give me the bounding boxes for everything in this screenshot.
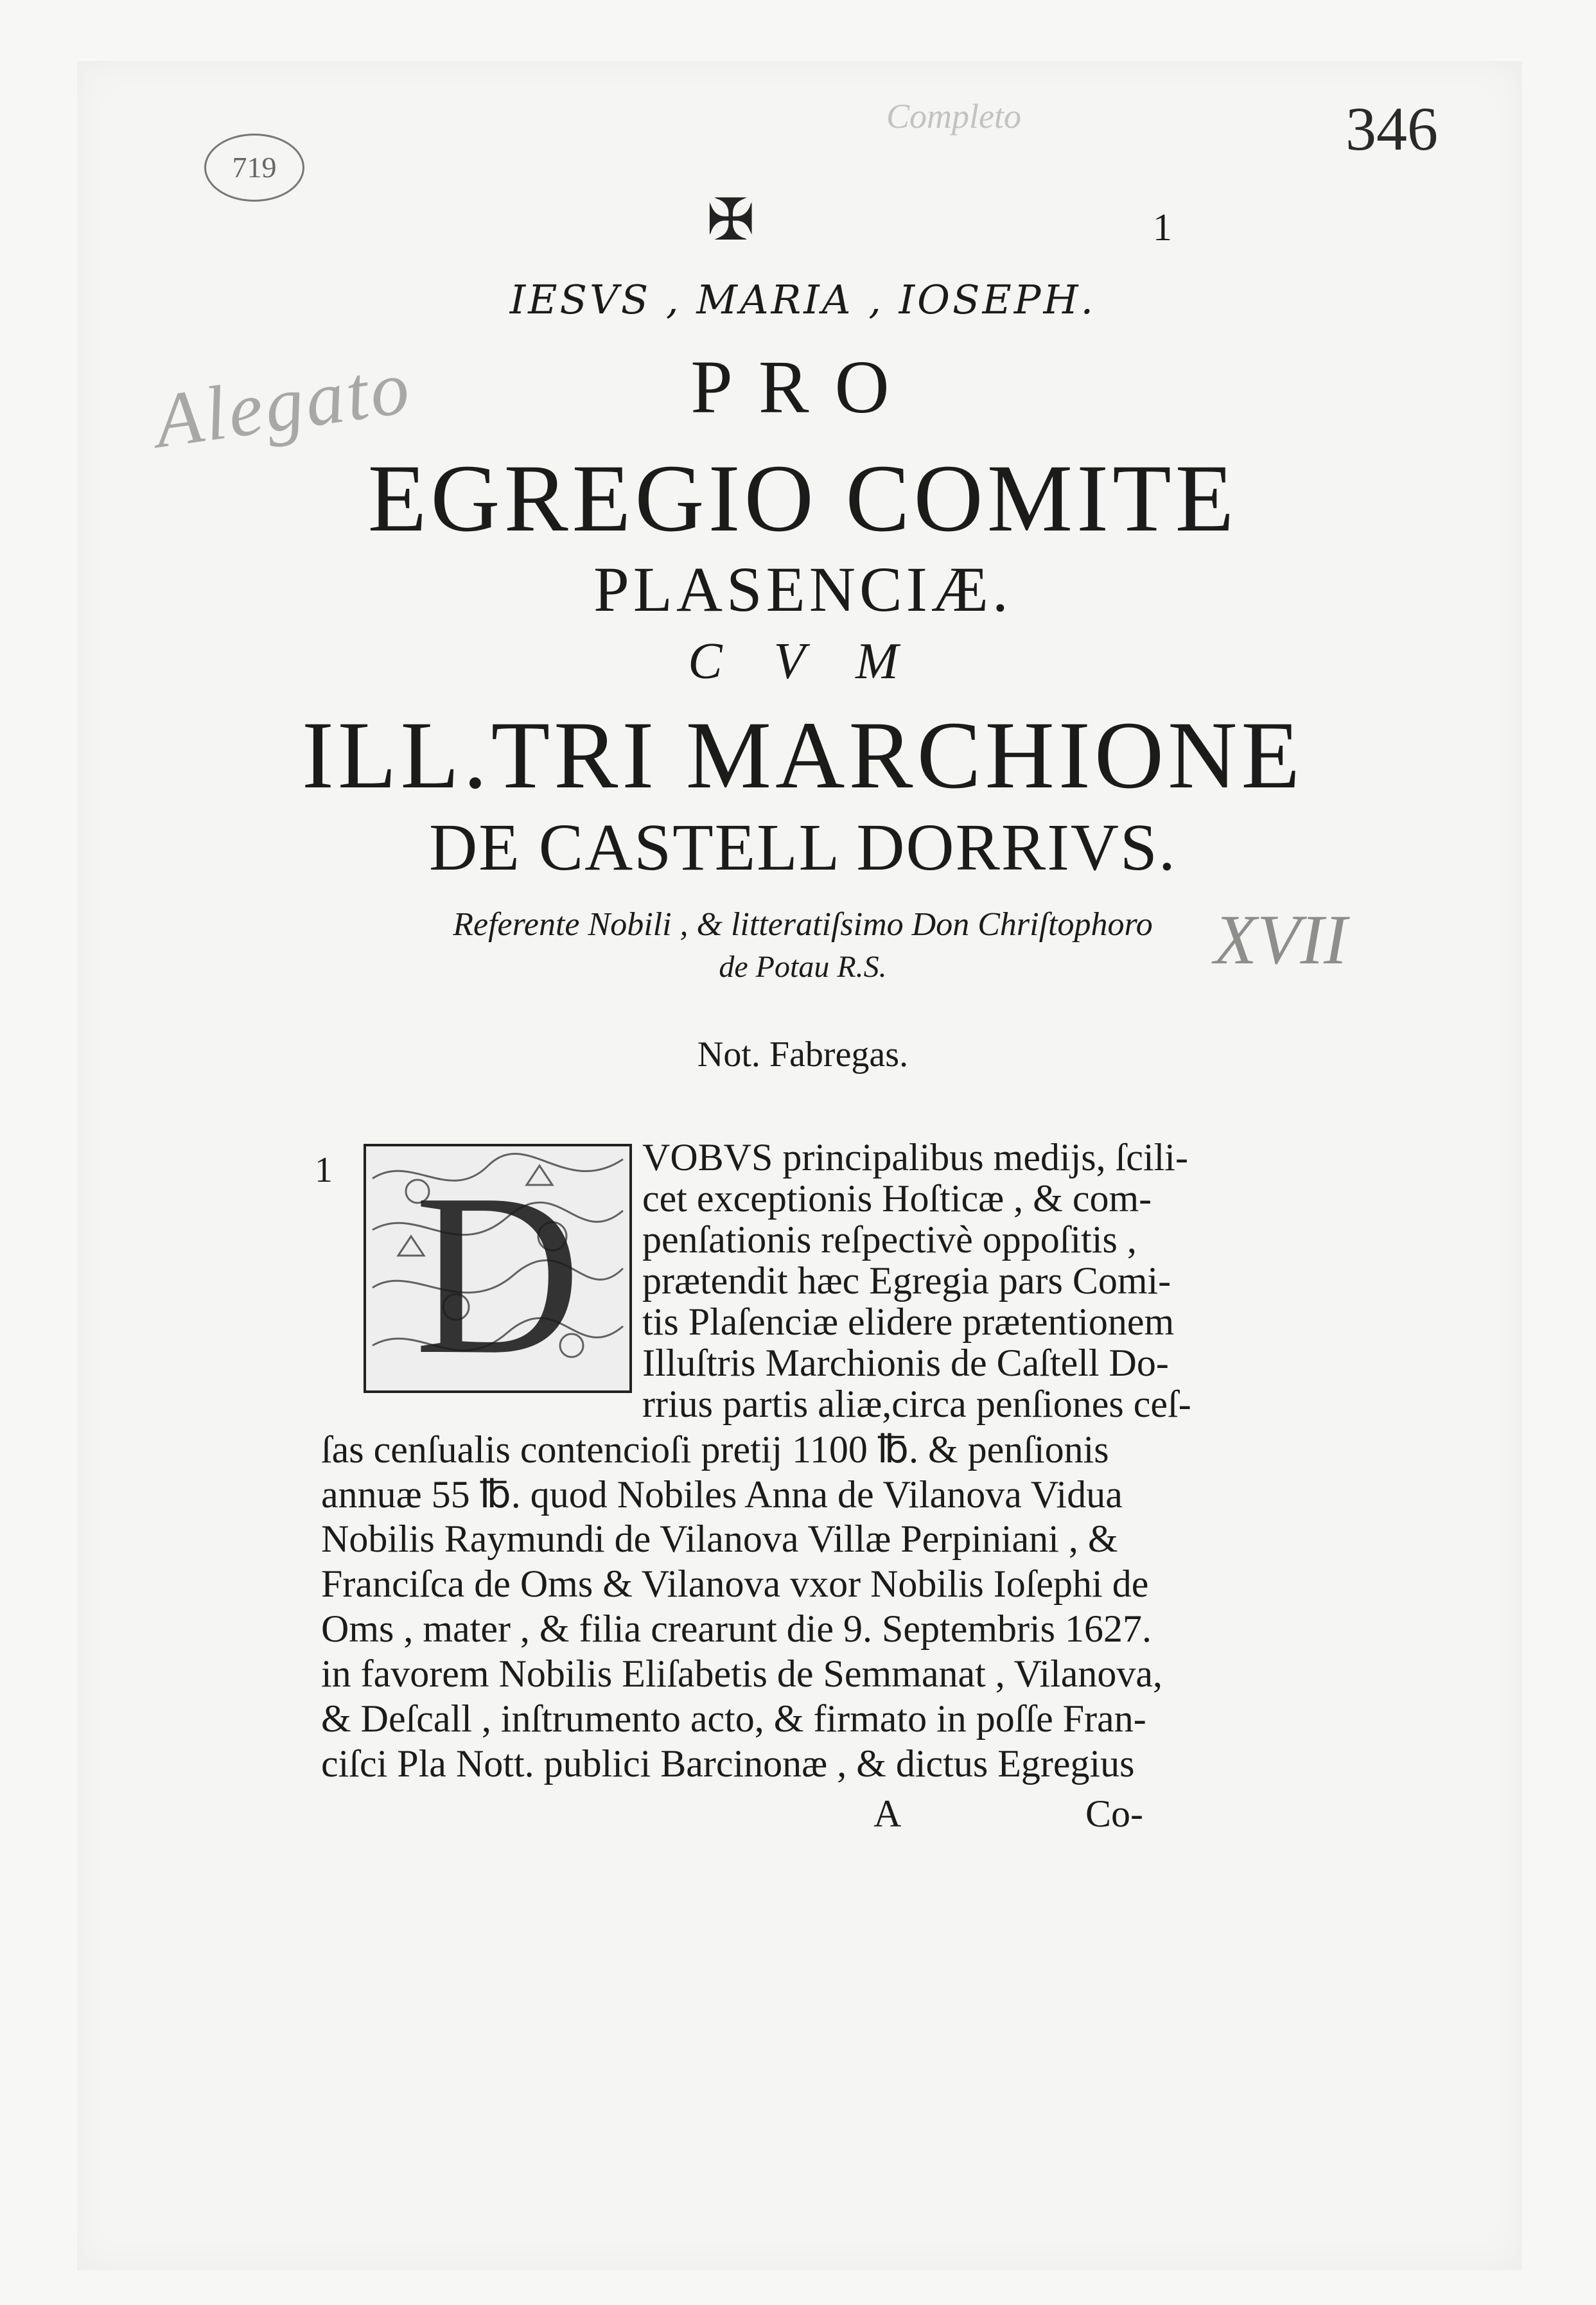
- circled-number-text: 719: [232, 151, 277, 184]
- body-line: VOBVS principalibus medijs, ſcili-: [642, 1136, 1188, 1179]
- body-line: tis Plaſenciæ elidere prætentionem: [642, 1301, 1175, 1343]
- ornament-illustration: [360, 1140, 636, 1397]
- cross-symbol: ✠: [706, 186, 755, 254]
- body-line: & Deſcall , inſtrumento acto, & firmato in poſſe Fran-: [321, 1697, 1146, 1740]
- body-line: in favorem Nobilis Eliſabetis de Semmanat , Vilanova,: [321, 1652, 1163, 1695]
- circled-number: [204, 134, 304, 202]
- decorated-initial: [360, 1140, 636, 1397]
- body-line: Oms , mater , & filia crearunt die 9. Septembris 1627.: [321, 1608, 1152, 1650]
- invocation: IESVS , MARIA , IOSEPH.: [509, 276, 1096, 323]
- body-line: rrius partis aliæ,circa penſiones ceſ-: [642, 1383, 1191, 1425]
- body-line: cet exceptionis Hoſticæ , & com-: [642, 1177, 1152, 1220]
- signature-mark: A: [873, 1792, 902, 1835]
- referente-line-2: de Potau R.S.: [719, 950, 887, 984]
- dropcap-letter: D: [414, 1146, 581, 1397]
- body-line: ciſci Pla Nott. publici Barcinonæ , & dictus Egregius: [321, 1742, 1135, 1785]
- title-plasenciae: PLASENCIÆ.: [593, 554, 1012, 625]
- body-line: ſas cenſualis contencioſi pretij 1100 ℔. & penſionis: [321, 1428, 1109, 1471]
- margin-roman-numeral: XVII: [1214, 900, 1347, 979]
- title-marchione: ILL.TRI MARCHIONE: [301, 702, 1304, 809]
- title-egregio-comite: EGREGIO COMITE: [367, 445, 1238, 552]
- paragraph-number: 1: [315, 1150, 333, 1190]
- body-line: prætendit hæc Egregia pars Comi-: [642, 1259, 1171, 1302]
- body-line: penſationis reſpectivè oppoſitis ,: [642, 1218, 1137, 1261]
- body-line: Franciſca de Oms & Vilanova vxor Nobilis Ioſephi de: [321, 1563, 1149, 1605]
- notary-line: Not. Fabregas.: [697, 1035, 909, 1074]
- archive-number: 346: [1346, 94, 1438, 163]
- body-line: Illuſtris Marchionis de Caſtell Do-: [642, 1342, 1169, 1384]
- body-line: Nobilis Raymundi de Vilanova Villæ Perpiniani , &: [321, 1518, 1118, 1560]
- title-castell-dorrius: DE CASTELL DORRIVS.: [429, 811, 1177, 884]
- catchword: Co-: [1085, 1792, 1143, 1835]
- title-cum: C V M: [688, 633, 918, 690]
- faint-pencil-note: Completo: [886, 97, 1021, 136]
- body-line: annuæ 55 ℔. quod Nobiles Anna de Vilanova Vidua: [321, 1473, 1123, 1516]
- page-number: 1: [1153, 206, 1172, 249]
- referente-line-1: Referente Nobili , & litteratiſsimo Don Chriſtophoro: [453, 906, 1153, 943]
- margin-handwriting: Alegato: [149, 343, 417, 464]
- title-pro: PRO: [690, 345, 915, 429]
